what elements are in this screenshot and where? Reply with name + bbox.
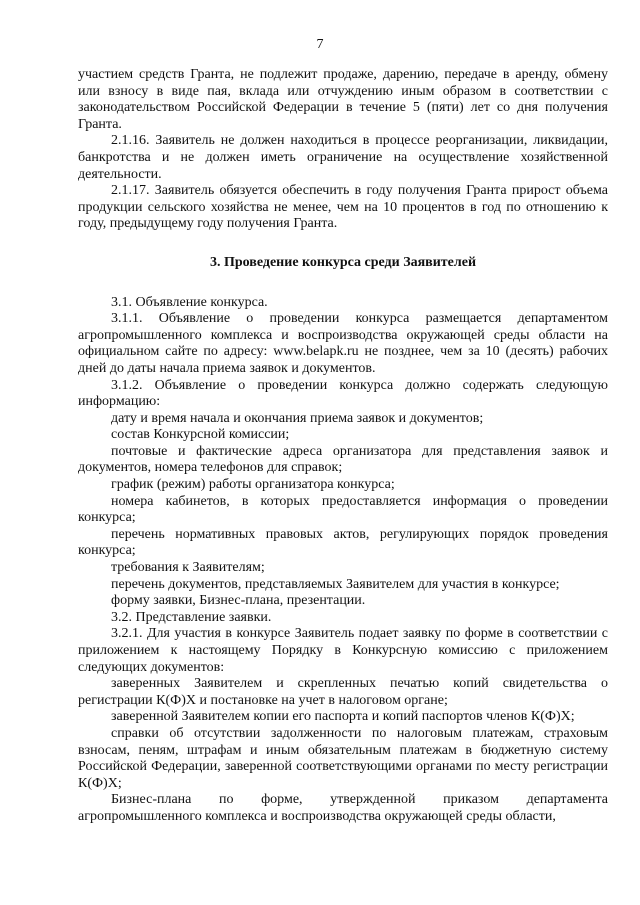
paragraph: 3.2.1. Для участия в конкурсе Заявитель подает заявку по форме в соответствии с приложением к настоящему Порядку в Конкурсную комиссию с приложением следующих документов: bbox=[78, 626, 608, 675]
list-item: перечень документов, представляемых Заявителем для участия в конкурсе; bbox=[111, 576, 560, 592]
list-item: требования к Заявителям; bbox=[111, 560, 265, 576]
page-number: 7 bbox=[316, 37, 324, 52]
document-body bbox=[78, 67, 608, 826]
section-heading: 3. Проведение конкурса среди Заявителей bbox=[209, 254, 477, 270]
paragraph: 2.1.17. Заявитель обязуется обеспечить в году получения Гранта прирост объема продукции сельского хозяйства не менее, чем на 10 процентов в год по отношению к году, предыдущему году получения Гранта. bbox=[78, 183, 608, 232]
list-item: график (режим) работы организатора конкурса; bbox=[111, 477, 395, 493]
paragraph: 3.1.1. Объявление о проведении конкурса размещается департаментом агропромышленного комплекса и воспроизводства окружающей среды области на официальном сайте по адресу: www.belapk.ru не позднее, чем за 10 (десять) рабочих дней до даты начала приема заявок и документов. bbox=[78, 311, 608, 376]
paragraph: участием средств Гранта, не подлежит продаже, дарению, передаче в аренду, обмену или взносу в виде пая, вклада или отчуждению иным образом в соответствии с законодательством Российской Федерации в течение 5 (пяти) лет со дня получения Гранта. bbox=[78, 67, 608, 132]
list-item: заверенных Заявителем и скрепленных печатью копий свидетельства о регистрации К(Ф)Х и постановке на учет в налоговом органе; bbox=[78, 676, 608, 708]
list-item: справки об отсутствии задолженности по налоговым платежам, страховым взносам, пеням, штрафам и иным обязательным платежам в бюджетную систему Российской Федерации, заверенной соответствующими органами по месту регистрации К(Ф)Х; bbox=[78, 725, 608, 791]
list-item: почтовые и фактические адреса организатора для представления заявок и документов, номера телефонов для справок; bbox=[78, 443, 608, 476]
paragraph: 3.2. Представление заявки. bbox=[111, 609, 272, 625]
list-item: дату и время начала и окончания приема заявок и документов; bbox=[111, 410, 484, 426]
paragraph: 2.1.16. Заявитель не должен находиться в процессе реорганизации, ликвидации, банкротства и не должен иметь ограничение на осуществление хозяйственной деятельности. bbox=[78, 133, 608, 182]
list-item: перечень нормативных правовых актов, регулирующих порядок проведения конкурса; bbox=[78, 526, 608, 559]
paragraph: 3.1.2. Объявление о проведении конкурса должно содержать следующую информацию: bbox=[78, 377, 608, 410]
list-item: номера кабинетов, в которых предоставляется информация о проведении конкурса; bbox=[78, 493, 608, 526]
list-item: заверенной Заявителем копии его паспорта и копий паспортов членов К(Ф)Х; bbox=[111, 709, 575, 725]
paragraph: 3.1. Объявление конкурса. bbox=[111, 294, 268, 310]
list-item: Бизнес-плана по форме, утвержденной приказом департамента агропромышленного комплекса и воспроизводства окружающей среды области, bbox=[78, 792, 608, 824]
list-item: состав Конкурсной комиссии; bbox=[111, 427, 290, 443]
list-item: форму заявки, Бизнес-плана, презентации. bbox=[111, 593, 366, 609]
